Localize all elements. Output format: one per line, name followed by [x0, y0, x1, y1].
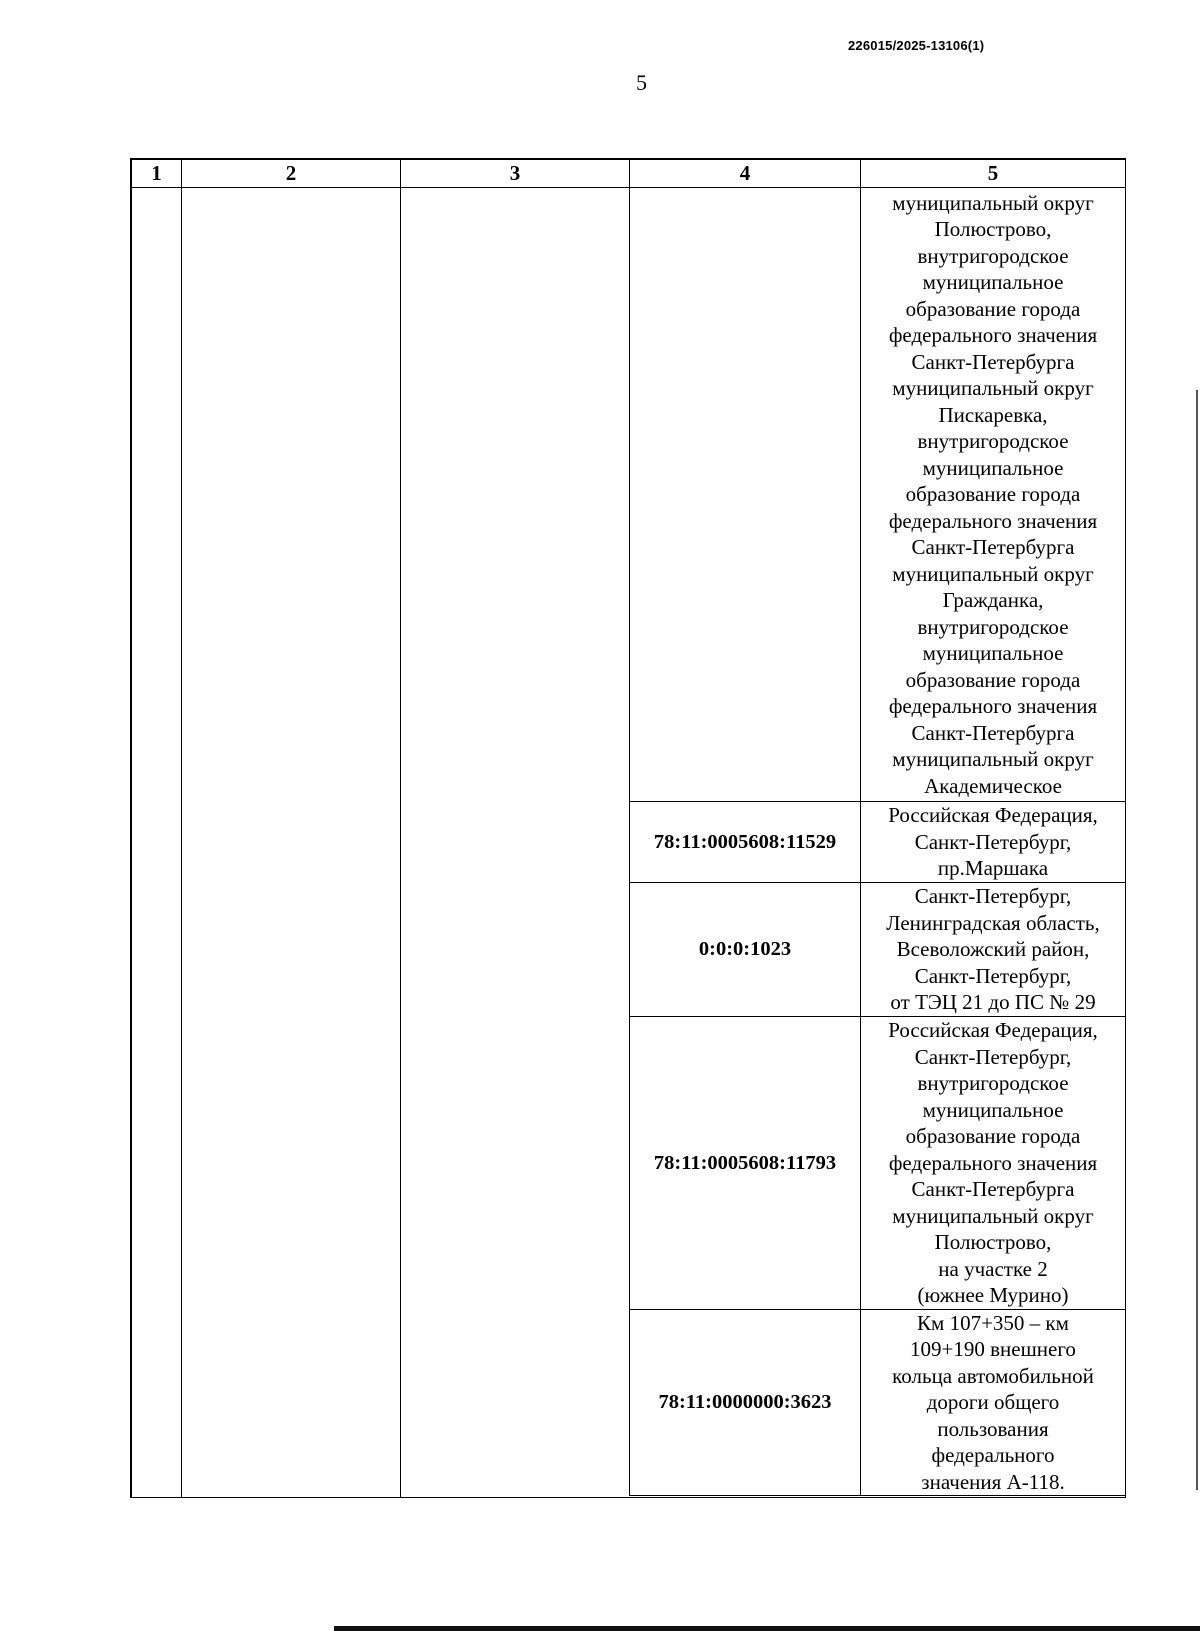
address-text: муниципальный округ Полюстрово, внутригородское муниципальное образование города федерального значения Санкт-Петербурга муниципальный округ Пискаревка, внутригородское муниципальное образование города федерального значения Санкт-Петербурга муниципальный округ Гражданка, внутригородское муниципальное образование города федерального значения Санкт-Петербурга муниципальный округ Академическое — [888, 190, 1098, 798]
cell-col-3 — [401, 188, 630, 1497]
cadastral-number-cell: 78:11:0005608:11529 — [630, 802, 861, 883]
address-cell — [861, 188, 1126, 802]
column-header-3: 3 — [401, 160, 630, 188]
cadastral-number-cell: 78:11:0005608:11793 — [630, 1017, 861, 1310]
table-row — [132, 188, 1126, 802]
scan-edge-mark — [334, 1626, 1200, 1631]
column-header-5: 5 — [861, 160, 1126, 188]
cell-col-1 — [132, 188, 182, 1497]
document-registration-number: 226015/2025-13106(1) — [848, 38, 985, 53]
column-header-2: 2 — [182, 160, 401, 188]
table-header-row — [132, 160, 1126, 188]
cell-col-2 — [182, 188, 401, 1497]
filler-cell — [630, 1496, 861, 1497]
page-number: 5 — [636, 70, 647, 95]
address-cell — [861, 1309, 1126, 1496]
cadastral-number-cell — [630, 188, 861, 802]
scan-edge-mark — [1196, 390, 1198, 1490]
column-header-4: 4 — [630, 160, 861, 188]
filler-cell — [861, 1496, 1126, 1497]
address-text: Российская Федерация, Санкт-Петербург, пр.Маршака — [888, 803, 1098, 881]
parcel-table — [131, 159, 1126, 1496]
parcel-table-frame — [130, 158, 1126, 1498]
address-text: Российская Федерация, Санкт-Петербург, внутригородское муниципальное образование города федерального значения Санкт-Петербурга муниципальный округ Полюстрово, на участке 2 (южнее Мурино) — [888, 1018, 1098, 1307]
cadastral-number-cell: 0:0:0:1023 — [630, 883, 861, 1017]
address-cell — [861, 1017, 1126, 1310]
address-text: Км 107+350 – км 109+190 внешнего кольца автомобильной дороги общего пользования федерального значения А-118. — [892, 1310, 1094, 1494]
address-text: Санкт-Петербург, Ленинградская область, Всеволожский район, Санкт-Петербург, от ТЭЦ 21 до ПС № 29 — [886, 884, 1100, 1015]
cadastral-number-cell: 78:11:0000000:3623 — [630, 1309, 861, 1496]
address-cell — [861, 883, 1126, 1017]
address-cell — [861, 802, 1126, 883]
column-header-1: 1 — [132, 160, 182, 188]
